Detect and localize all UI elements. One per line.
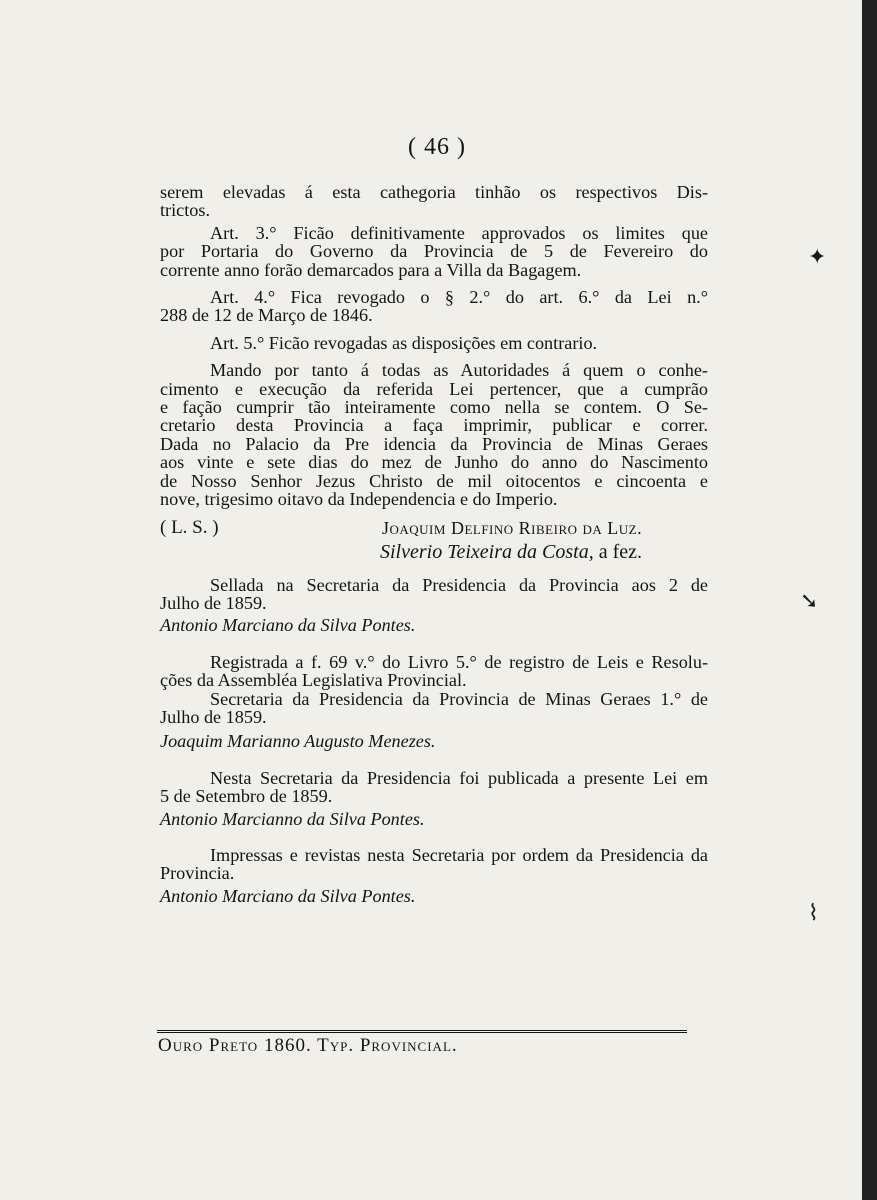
margin-mark-icon: ⌇ bbox=[808, 900, 819, 925]
text-line: serem elevadas á esta cathegoria tinhão os respectivos Dis- bbox=[160, 182, 708, 202]
sellada-line: Julho de 1859. bbox=[160, 592, 267, 613]
signature-line: Antonio Marciano da Silva Pontes. bbox=[160, 885, 416, 906]
article-3-line: corrente anno forão demarcados para a Villa da Bagagem. bbox=[160, 259, 582, 280]
mando-line: cretario desta Provincia a faça imprimir, publicar e correr. bbox=[160, 415, 708, 436]
article-5-line: Art. 5.° Ficão revogadas as disposições em contrario. bbox=[210, 332, 598, 353]
signature-line: Joaquim Marianno Augusto Menezes. bbox=[160, 731, 436, 752]
printing-line: Provincia. bbox=[160, 863, 235, 884]
mando-line: Mando por tanto á todas as Autoridades á quem o conhe- bbox=[210, 360, 708, 381]
mando-line: nove, trigesimo oitavo da Independencia e do Imperio. bbox=[160, 489, 558, 510]
mando-line: cimento e execução da referida Lei pertencer, que a cumprão bbox=[160, 378, 708, 399]
scan-edge bbox=[862, 0, 877, 1200]
article-4-line: Art. 4.° Fica revogado o § 2.° do art. 6.° da Lei n.° bbox=[210, 287, 708, 308]
signature-suffix: , a fez. bbox=[588, 540, 642, 563]
signature-line: Antonio Marcianno da Silva Pontes. bbox=[160, 808, 425, 829]
registration-line: Julho de 1859. bbox=[160, 706, 267, 727]
footer-rule bbox=[157, 1030, 687, 1033]
secretary-name: Silverio Teixeira da Costa bbox=[380, 540, 589, 563]
mando-line: de Nosso Senhor Jezus Christo de mil oitocentos e cincoenta e bbox=[160, 470, 708, 491]
article-3-line: Art. 3.° Ficão definitivamente approvados os limites que bbox=[210, 222, 708, 243]
publication-line: 5 de Setembro de 1859. bbox=[160, 786, 333, 807]
registration-line: ções da Assembléa Legislativa Provincial. bbox=[160, 670, 467, 691]
printing-line: Impressas e revistas nesta Secretaria por ordem da Presidencia da bbox=[210, 844, 708, 865]
mando-line: aos vinte e sete dias do mez de Junho do anno do Nascimento bbox=[160, 452, 708, 473]
signature-block bbox=[160, 540, 708, 567]
article-3-line: por Portaria do Governo da Provincia de 5 de Fevereiro do bbox=[160, 241, 708, 262]
margin-mark-icon: ➘ bbox=[800, 588, 819, 613]
registration-line: Registrada a f. 69 v.° do Livro 5.° de registro de Leis e Resolu- bbox=[210, 651, 708, 672]
signature-block bbox=[160, 516, 708, 543]
signature-line: Antonio Marciano da Silva Pontes. bbox=[160, 615, 416, 636]
publication-line: Nesta Secretaria da Presidencia foi publicada a presente Lei em bbox=[210, 767, 708, 788]
mando-line: Dada no Palacio da Pre idencia da Provincia de Minas Geraes bbox=[160, 433, 708, 454]
mando-line: e fação cumprir tão inteiramente como nella se contem. O Se- bbox=[160, 397, 708, 418]
registration-line: Secretaria da Presidencia da Provincia de Minas Geraes 1.° de bbox=[210, 688, 708, 709]
page-number: ( 46 ) bbox=[408, 134, 466, 160]
body-text bbox=[160, 183, 708, 905]
signer-name: Joaquim Delfino Ribeiro da Luz. bbox=[382, 517, 643, 538]
seal-mark: ( L. S. ) bbox=[160, 516, 219, 538]
article-4-line: 288 de 12 de Março de 1846. bbox=[160, 305, 373, 326]
margin-mark-icon: ✦ bbox=[808, 244, 827, 269]
imprint-footer: Ouro Preto 1860. Typ. Provincial. bbox=[158, 1035, 458, 1056]
sellada-line: Sellada na Secretaria da Presidencia da Provincia aos 2 de bbox=[210, 574, 708, 595]
text-line: trictos. bbox=[160, 200, 211, 221]
